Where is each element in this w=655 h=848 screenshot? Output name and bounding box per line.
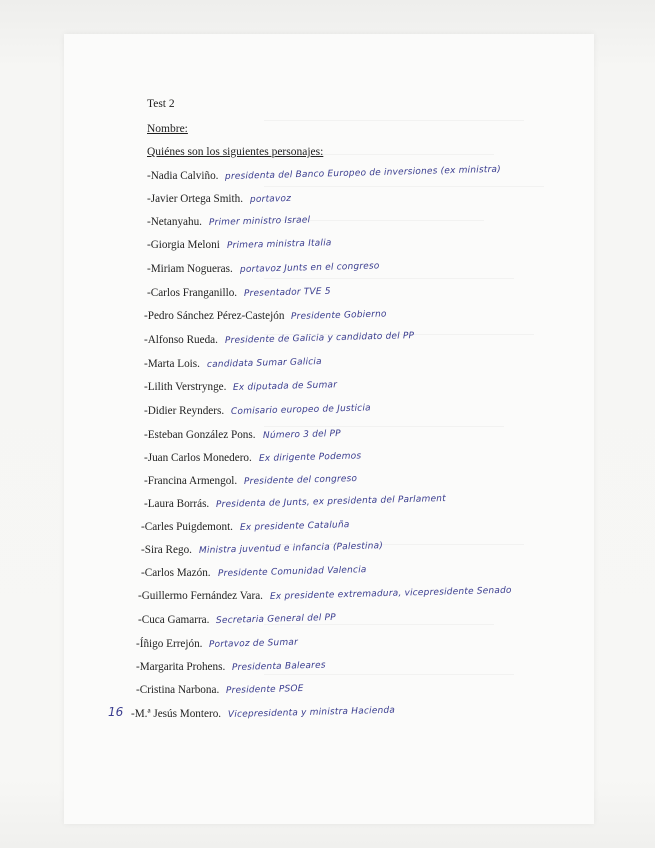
person-entry xyxy=(147,193,291,205)
person-name: -Marta Lois. xyxy=(144,358,200,370)
handwritten-answer: Ex dirigente Podemos xyxy=(258,451,362,464)
person-name: -Cuca Gamarra. xyxy=(138,614,210,626)
handwritten-answer: Secretaria General del PP xyxy=(216,612,337,626)
person-entry xyxy=(136,684,304,696)
person-name: -Guillermo Fernández Vara. xyxy=(138,590,263,602)
person-entry xyxy=(144,405,371,417)
handwritten-answer: Presidente Comunidad Valencia xyxy=(217,565,367,579)
handwritten-answer: presidenta del Banco Europeo de inversiones (ex ministra) xyxy=(225,164,502,182)
handwritten-answer: Comisario europeo de Justicia xyxy=(231,403,372,417)
person-name: -Cristina Narbona. xyxy=(136,684,220,696)
handwritten-answer: Presidente Gobierno xyxy=(291,309,388,322)
test-title: Test 2 xyxy=(147,98,175,110)
handwritten-answer: Portavoz de Sumar xyxy=(209,637,299,650)
person-name: -Didier Reynders. xyxy=(144,405,225,417)
person-entry xyxy=(138,614,336,626)
person-entry xyxy=(147,164,502,182)
person-name: -Miriam Nogueras. xyxy=(147,263,233,275)
person-entry xyxy=(144,452,361,464)
person-name: -Laura Borrás. xyxy=(144,498,210,510)
handwritten-answer: candidata Sumar Galicia xyxy=(206,356,322,370)
handwritten-answer: Vicepresidenta y ministra Hacienda xyxy=(227,705,396,720)
handwritten-answer: Primera ministra Italia xyxy=(226,238,332,251)
person-name: -Juan Carlos Monedero. xyxy=(144,452,252,464)
handwritten-answer: Presentador TVE 5 xyxy=(243,286,331,299)
person-entry xyxy=(131,705,396,720)
person-name: -Sira Rego. xyxy=(141,544,192,556)
handwritten-answer: portavoz xyxy=(249,193,292,205)
person-name: -Íñigo Errejón. xyxy=(136,638,203,650)
person-entry xyxy=(147,263,379,275)
person-entry xyxy=(147,239,331,251)
person-name: -Netanyahu. xyxy=(147,216,202,228)
person-name: -Carlos Franganillo. xyxy=(147,287,238,299)
person-name: -Esteban González Pons. xyxy=(144,429,256,441)
person-entry xyxy=(144,381,338,393)
person-entry xyxy=(147,287,331,299)
handwritten-answer: Número 3 del PP xyxy=(262,428,341,441)
handwritten-answer: Presidente del congreso xyxy=(244,474,358,487)
person-name: -Javier Ortega Smith. xyxy=(147,193,244,205)
person-entry xyxy=(147,216,310,228)
person-name: -Carlos Mazón. xyxy=(141,567,211,579)
person-name: -Carles Puigdemont. xyxy=(141,521,233,533)
handwritten-score: 16 xyxy=(108,705,124,719)
person-entry xyxy=(144,429,340,441)
person-entry xyxy=(141,567,366,579)
handwritten-answer: Ministra juventud e infancia (Palestina) xyxy=(198,541,384,556)
person-name: -Lilith Verstrynge. xyxy=(144,381,227,393)
person-name: -M.ª Jesús Montero. xyxy=(131,708,222,720)
person-entry xyxy=(136,638,299,650)
person-name: -Margarita Prohens. xyxy=(136,661,226,673)
person-entry xyxy=(144,358,322,370)
question-heading: Quiénes son los siguientes personajes: xyxy=(147,146,324,158)
handwritten-answer: Presidenta Baleares xyxy=(232,660,327,673)
person-entry xyxy=(136,661,326,673)
handwritten-answer: Ex diputada de Sumar xyxy=(233,380,338,393)
person-entry xyxy=(144,493,447,510)
handwritten-answer: Primer ministro Israel xyxy=(208,215,311,228)
handwritten-answer: Ex presidente extremadura, vicepresidente Senado xyxy=(269,585,512,602)
person-entry xyxy=(141,521,350,533)
person-name: -Giorgia Meloni xyxy=(147,239,220,251)
handwritten-answer: Presidente PSOE xyxy=(226,683,305,696)
handwritten-answer: portavoz Junts en el congreso xyxy=(239,261,380,275)
person-entry xyxy=(138,585,512,602)
handwritten-answer: Presidenta de Junts, ex presidenta del Parlament xyxy=(216,493,447,510)
person-name: -Pedro Sánchez Pérez-Castejón xyxy=(144,310,285,322)
person-entry xyxy=(141,541,384,556)
name-label: Nombre: xyxy=(147,123,188,135)
person-name: -Francina Armengol. xyxy=(144,475,238,487)
person-entry xyxy=(144,475,357,487)
person-name: -Nadia Calviño. xyxy=(147,170,219,182)
person-entry xyxy=(144,310,387,322)
person-name: -Alfonso Rueda. xyxy=(144,334,218,346)
handwritten-answer: Presidente de Galicia y candidato del PP xyxy=(224,331,415,346)
person-entry xyxy=(144,331,415,346)
handwritten-answer: Ex presidente Cataluña xyxy=(239,520,350,533)
